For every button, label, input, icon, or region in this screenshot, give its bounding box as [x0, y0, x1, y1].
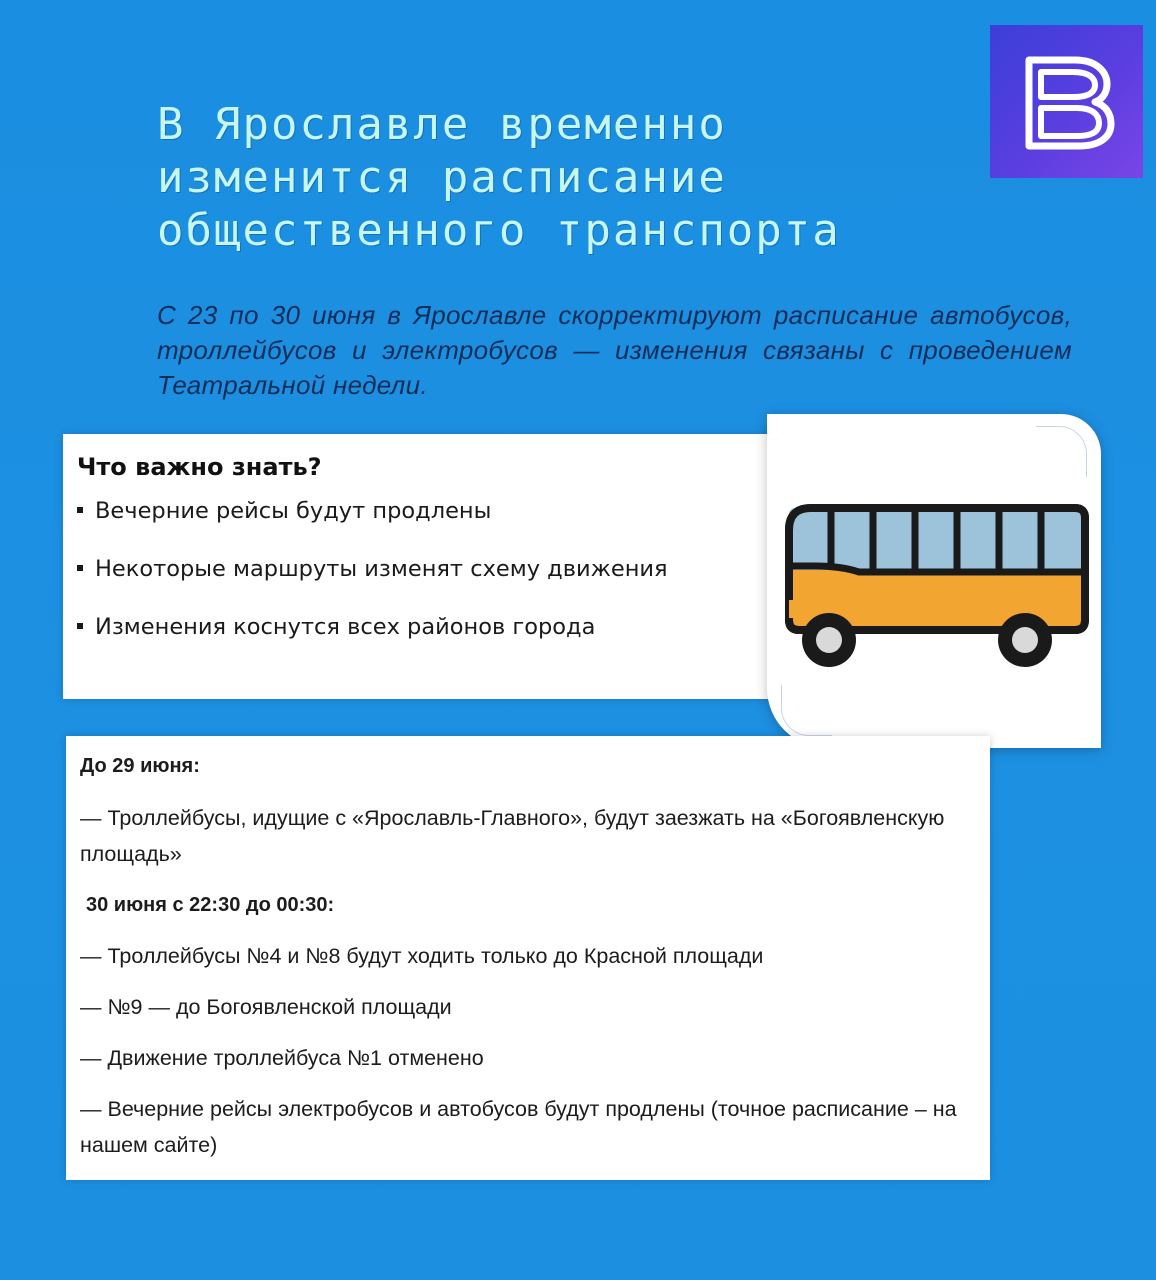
- schedule-card: [66, 736, 990, 1180]
- schedule-item: — Троллейбусы, идущие с «Ярославль-Главного», будут заезжать на «Богоявленскую площадь»: [80, 806, 945, 866]
- title-line-3: общественного транспорта: [157, 205, 841, 256]
- list-item: Изменения коснутся всех районов города: [77, 612, 793, 642]
- title-line-2: изменится расписание: [157, 152, 727, 203]
- schedule-item: — Вечерние рейсы электробусов и автобусов будут продлены (точное расписание – на нашем сайте): [80, 1097, 957, 1157]
- corner-decoration: [1036, 426, 1087, 477]
- corner-decoration: [781, 685, 832, 736]
- brand-logo: [990, 25, 1143, 178]
- page-title: [157, 98, 977, 257]
- important-card: [63, 434, 793, 699]
- schedule-item: — Движение троллейбуса №1 отменено: [80, 1046, 484, 1070]
- schedule-item: — №9 — до Богоявленской площади: [80, 995, 452, 1019]
- important-heading: Что важно знать?: [77, 453, 322, 481]
- lead-paragraph: С 23 по 30 июня в Ярославле скорректируют расписание автобусов, троллейбусов и электробусов — изменения связаны с проведением Театральной недели.: [157, 300, 1072, 400]
- schedule-heading-1: До 29 июня:: [80, 755, 200, 777]
- schedule-item: — Троллейбусы №4 и №8 будут ходить только до Красной площади: [80, 944, 764, 968]
- letter-b-icon: [1017, 52, 1117, 152]
- bus-tile: [767, 414, 1101, 748]
- title-line-1: В Ярославле временно: [157, 99, 727, 150]
- schedule-heading-2: 30 июня с 22:30 до 00:30:: [86, 894, 335, 916]
- important-list: [77, 496, 793, 642]
- list-item: Некоторые маршруты изменят схему движения: [77, 554, 793, 584]
- list-item: Вечерние рейсы будут продлены: [77, 496, 793, 526]
- bus-icon: [775, 500, 1093, 670]
